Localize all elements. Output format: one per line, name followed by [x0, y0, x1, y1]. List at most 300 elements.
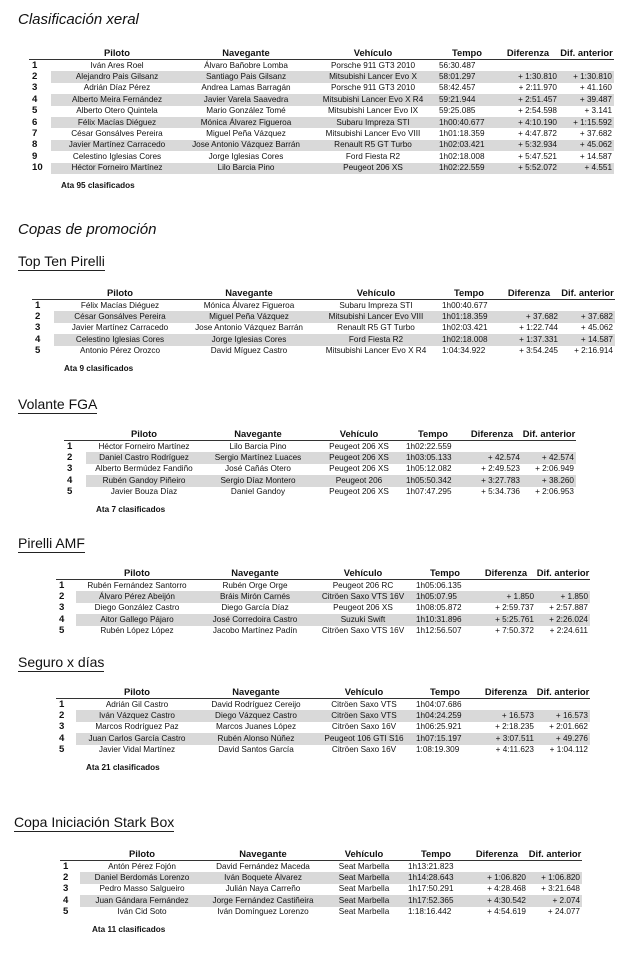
cell-piloto: Héctor Forneiro Martínez: [86, 441, 202, 453]
col-piloto: Piloto: [103, 46, 131, 58]
cell-dif-anterior: + 42.574: [522, 452, 576, 463]
cell-dif-anterior: + 1.850: [536, 591, 590, 602]
cell-position: 1: [32, 300, 54, 312]
cell-vehiculo: Peugeot 206 XS: [314, 464, 404, 475]
col-tempo: Tempo: [451, 46, 483, 58]
cell-vehiculo: Renault R5 GT Turbo: [312, 323, 440, 334]
cell-diferenza: + 2:59.737: [476, 603, 536, 614]
col-position: [32, 285, 54, 300]
cell-tempo: 58:01.297: [437, 71, 497, 82]
table-header-row: [29, 45, 614, 60]
cell-navegante: Jorge Fernández Castiñeira: [204, 895, 322, 906]
col-position: [60, 846, 80, 861]
cell-diferenza: + 4:54.619: [466, 907, 528, 918]
col-position: [29, 45, 51, 60]
cell-position: 3: [56, 603, 76, 614]
cell-piloto: Antonio Pérez Orozco: [54, 346, 186, 357]
col-tempo: Tempo: [429, 685, 461, 697]
col-navegante: Navegante: [231, 566, 279, 578]
cell-diferenza: + 1:37.331: [498, 334, 560, 345]
cell-position: 4: [32, 334, 54, 345]
col-diferenza: Diferenza: [506, 46, 550, 58]
col-position: [64, 426, 86, 441]
cell-dif-anterior: [536, 699, 590, 711]
cell-piloto: Adrián Gil Castro: [76, 699, 198, 711]
cell-piloto: Félix Macías Diéguez: [54, 300, 186, 312]
cell-position: 3: [32, 323, 54, 334]
table-row: [64, 452, 576, 463]
classified-count: Ata 9 clasificados: [64, 363, 134, 373]
cell-position: 5: [64, 487, 86, 498]
cell-vehiculo: Citröen Saxo 16V: [314, 722, 414, 733]
table-row: [56, 722, 590, 733]
cell-tempo: 1h08:05.872: [414, 603, 476, 614]
cell-navegante: Sergio Martínez Luaces: [202, 452, 314, 463]
table-row: [32, 323, 615, 334]
cell-vehiculo: Citröen Saxo 16V: [314, 745, 414, 756]
cell-tempo: 1h06:25.921: [414, 722, 476, 733]
table-body: [56, 699, 590, 756]
cell-tempo: 1h07:47.295: [404, 487, 462, 498]
cell-diferenza: + 2:54.598: [497, 106, 559, 117]
cell-dif-anterior: + 2:16.914: [560, 346, 615, 357]
cell-position: 4: [56, 733, 76, 744]
cup-title-top-ten-pirelli: Top Ten Pirelli: [18, 253, 105, 269]
cell-navegante: Lilo Barcia Pino: [183, 163, 309, 174]
cell-vehiculo: Renault R5 GT Turbo: [309, 140, 437, 151]
cell-navegante: Andrea Lamas Barragán: [183, 83, 309, 94]
cell-position: 2: [29, 71, 51, 82]
cell-vehiculo: Seat Marbella: [322, 907, 406, 918]
cell-dif-anterior: + 16.573: [536, 710, 590, 721]
cell-dif-anterior: + 2:57.887: [536, 603, 590, 614]
cell-piloto: Javier Bouza Díaz: [86, 487, 202, 498]
cell-navegante: Jose Antonio Vázquez Barrán: [186, 323, 312, 334]
cell-piloto: Alberto Otero Quintela: [51, 106, 183, 117]
cell-tempo: 1h02:03.421: [437, 140, 497, 151]
cell-diferenza: + 37.682: [498, 311, 560, 322]
cell-position: 4: [60, 895, 80, 906]
cell-navegante: Iván Domínguez Lorenzo: [204, 907, 322, 918]
cell-piloto: Marcos Rodríguez Paz: [76, 722, 198, 733]
cell-position: 5: [56, 745, 76, 756]
cell-diferenza: + 5:32.934: [497, 140, 559, 151]
col-piloto: Piloto: [128, 847, 156, 859]
cell-piloto: Daniel Berdomás Lorenzo: [80, 872, 204, 883]
cell-navegante: Álvaro Bañobre Lomba: [183, 60, 309, 72]
cell-position: 3: [56, 722, 76, 733]
cell-vehiculo: Peugeot 206 XS: [312, 603, 414, 614]
cell-tempo: 1h02:22.559: [437, 163, 497, 174]
cell-dif-anterior: + 38.260: [522, 475, 576, 486]
cell-piloto: Daniel Castro Rodríguez: [86, 452, 202, 463]
cup-title-pirelli-amf: Pirelli AMF: [18, 535, 85, 551]
table-header-row: [56, 565, 590, 580]
cell-navegante: Miguel Peña Vázquez: [183, 128, 309, 139]
cell-diferenza: [498, 300, 560, 312]
cell-dif-anterior: [528, 861, 582, 873]
table-body: [60, 861, 582, 918]
col-navegante: Navegante: [222, 46, 270, 58]
cell-position: 5: [32, 346, 54, 357]
cup-results-table: [64, 426, 576, 498]
table-row: [60, 861, 582, 873]
cell-vehiculo: Peugeot 206 XS: [309, 163, 437, 174]
col-dif-anterior: Dif. anterior: [561, 286, 614, 298]
cell-position: 4: [29, 94, 51, 105]
cell-piloto: Celestino Iglesias Cores: [51, 151, 183, 162]
cell-dif-anterior: [522, 441, 576, 453]
cell-dif-anterior: + 1:30.810: [559, 71, 614, 82]
cell-navegante: Javier Varela Saavedra: [183, 94, 309, 105]
table-header-row: [32, 285, 615, 300]
cell-navegante: Mónica Álvarez Figueroa: [183, 117, 309, 128]
page-title: Clasificación xeral: [18, 11, 139, 28]
cell-vehiculo: Peugeot 206 XS: [314, 441, 404, 453]
cell-diferenza: + 16.573: [476, 710, 536, 721]
promo-title: Copas de promoción: [18, 221, 157, 238]
cell-diferenza: + 1:30.810: [497, 71, 559, 82]
col-tempo: Tempo: [420, 847, 452, 859]
cell-tempo: 1h05:07.95: [414, 591, 476, 602]
cell-diferenza: + 1.850: [476, 591, 536, 602]
cell-vehiculo: Seat Marbella: [322, 861, 406, 873]
cell-navegante: David Fernández Maceda: [204, 861, 322, 873]
cell-position: 3: [60, 884, 80, 895]
cell-vehiculo: Peugeot 206 RC: [312, 580, 414, 592]
table-row: [56, 626, 590, 637]
cell-vehiculo: Porsche 911 GT3 2010: [309, 60, 437, 72]
col-diferenza: Diferenza: [484, 685, 528, 697]
cell-position: 5: [56, 626, 76, 637]
cell-vehiculo: Peugeot 206: [314, 475, 404, 486]
cell-navegante: Daniel Gandoy: [202, 487, 314, 498]
cell-diferenza: + 5:34.736: [462, 487, 522, 498]
cell-tempo: 1:08:19.309: [414, 745, 476, 756]
cell-piloto: Iván Vázquez Castro: [76, 710, 198, 721]
cell-piloto: Rubén López López: [76, 626, 198, 637]
cell-diferenza: + 5:52.072: [497, 163, 559, 174]
cup-seguro-x-dias: [56, 684, 590, 772]
cell-diferenza: + 4:47.872: [497, 128, 559, 139]
table-row: [29, 60, 614, 72]
cell-navegante: José Corredoira Castro: [198, 614, 312, 625]
cell-navegante: David Míguez Castro: [186, 346, 312, 357]
cell-diferenza: + 4:11.623: [476, 745, 536, 756]
col-position: [56, 565, 76, 580]
table-row: [56, 745, 590, 756]
cell-diferenza: + 4:28.468: [466, 884, 528, 895]
col-piloto: Piloto: [130, 427, 158, 439]
cell-navegante: Mónica Álvarez Figueroa: [186, 300, 312, 312]
cell-vehiculo: Citröen Saxo VTS: [314, 710, 414, 721]
col-diferenza: Diferenza: [484, 566, 528, 578]
classified-count: Ata 21 clasificados: [86, 762, 160, 772]
general-classification: [29, 45, 614, 190]
cell-position: 5: [29, 106, 51, 117]
cell-position: 2: [60, 872, 80, 883]
col-navegante: Navegante: [234, 427, 282, 439]
cell-diferenza: + 1:22.744: [498, 323, 560, 334]
col-position: [56, 684, 76, 699]
cell-tempo: 58:42.457: [437, 83, 497, 94]
cell-navegante: Miguel Peña Vázquez: [186, 311, 312, 322]
cell-tempo: 56:30.487: [437, 60, 497, 72]
cell-diferenza: + 5:47.521: [497, 151, 559, 162]
cell-vehiculo: Ford Fiesta R2: [309, 151, 437, 162]
cell-dif-anterior: + 2:06.953: [522, 487, 576, 498]
cell-piloto: Juan Gándara Fernández: [80, 895, 204, 906]
cell-navegante: José Cañás Otero: [202, 464, 314, 475]
cell-tempo: 1h02:03.421: [440, 323, 498, 334]
cell-dif-anterior: [559, 60, 614, 72]
cell-navegante: Rubén Orge Orge: [198, 580, 312, 592]
cell-piloto: Alberto Meira Fernández: [51, 94, 183, 105]
cell-vehiculo: Citröen Saxo VTS: [314, 699, 414, 711]
cell-diferenza: + 2:11.970: [497, 83, 559, 94]
classified-count: Ata 11 clasificados: [92, 924, 166, 934]
cell-vehiculo: Mitsubishi Lancer Evo IX: [309, 106, 437, 117]
cell-piloto: Adrián Díaz Pérez: [51, 83, 183, 94]
cup-results-table: [56, 684, 590, 756]
col-vehiculo: Vehículo: [356, 286, 396, 298]
cell-position: 6: [29, 117, 51, 128]
cell-tempo: 1h12:56.507: [414, 626, 476, 637]
cell-diferenza: + 3:07.511: [476, 733, 536, 744]
cell-piloto: Rubén Gandoy Piñeiro: [86, 475, 202, 486]
col-diferenza: Diferenza: [475, 847, 519, 859]
cell-position: 2: [64, 452, 86, 463]
table-row: [64, 441, 576, 453]
cell-vehiculo: Subaru Impreza STI: [312, 300, 440, 312]
cell-position: 9: [29, 151, 51, 162]
table-row: [56, 733, 590, 744]
cell-dif-anterior: + 1:15.592: [559, 117, 614, 128]
cell-diferenza: + 5:25.761: [476, 614, 536, 625]
cell-piloto: César Gonsálves Pereira: [51, 128, 183, 139]
table-row: [56, 603, 590, 614]
cell-position: 1: [56, 699, 76, 711]
cell-position: 3: [64, 464, 86, 475]
cup-title-copa-iniciacion-stark-box: Copa Iniciación Stark Box: [14, 814, 175, 830]
cell-dif-anterior: + 37.682: [559, 128, 614, 139]
table-row: [29, 151, 614, 162]
cell-piloto: Pedro Masso Salgueiro: [80, 884, 204, 895]
cell-tempo: 1h00:40.677: [437, 117, 497, 128]
cell-vehiculo: Seat Marbella: [322, 895, 406, 906]
cell-tempo: 1h05:06.135: [414, 580, 476, 592]
cell-position: 2: [56, 591, 76, 602]
table-row: [32, 346, 615, 357]
cell-tempo: 59:25.085: [437, 106, 497, 117]
cell-diferenza: + 3:27.783: [462, 475, 522, 486]
cell-navegante: Julián Naya Carreño: [204, 884, 322, 895]
cell-dif-anterior: + 45.062: [559, 140, 614, 151]
cell-diferenza: + 2:51.457: [497, 94, 559, 105]
cell-dif-anterior: + 2:24.611: [536, 626, 590, 637]
col-tempo: Tempo: [417, 427, 449, 439]
cell-tempo: 1h07:15.197: [414, 733, 476, 744]
cell-diferenza: + 2:18.235: [476, 722, 536, 733]
cell-dif-anterior: + 49.276: [536, 733, 590, 744]
cell-navegante: Jacobo Martínez Padín: [198, 626, 312, 637]
cup-title-volante-fga: Volante FGA: [18, 396, 98, 412]
cell-vehiculo: Subaru Impreza STI: [309, 117, 437, 128]
cell-dif-anterior: + 1:04.112: [536, 745, 590, 756]
table-body: [64, 441, 576, 498]
cup-copa-iniciacion-stark-box: [60, 846, 582, 934]
table-header-row: [64, 426, 576, 441]
cell-vehiculo: Peugeot 206 XS: [314, 487, 404, 498]
cell-dif-anterior: + 2:26.024: [536, 614, 590, 625]
cell-navegante: Santiago Pais Gilsanz: [183, 71, 309, 82]
table-row: [29, 163, 614, 174]
cell-dif-anterior: + 4.551: [559, 163, 614, 174]
cell-position: 7: [29, 128, 51, 139]
cell-vehiculo: Peugeot 106 GTI S16: [314, 733, 414, 744]
cell-piloto: Javier Vidal Martínez: [76, 745, 198, 756]
col-vehiculo: Vehículo: [344, 847, 384, 859]
cup-results-table: [32, 285, 615, 357]
cell-vehiculo: Seat Marbella: [322, 884, 406, 895]
cell-diferenza: + 2:49.523: [462, 464, 522, 475]
cell-dif-anterior: [560, 300, 615, 312]
table-row: [60, 895, 582, 906]
table-row: [29, 128, 614, 139]
cell-piloto: Iván Ares Roel: [51, 60, 183, 72]
table-body: [32, 300, 615, 357]
col-navegante: Navegante: [239, 847, 287, 859]
cell-position: 1: [56, 580, 76, 592]
cell-position: 5: [60, 907, 80, 918]
cell-tempo: 1h02:18.008: [440, 334, 498, 345]
cell-dif-anterior: + 3:21.648: [528, 884, 582, 895]
cell-dif-anterior: + 1:06.820: [528, 872, 582, 883]
cell-tempo: 1h17:50.291: [406, 884, 466, 895]
cell-tempo: 1h17:52.365: [406, 895, 466, 906]
cell-vehiculo: Peugeot 206 XS: [314, 452, 404, 463]
cell-position: 4: [64, 475, 86, 486]
cell-dif-anterior: + 2:01.662: [536, 722, 590, 733]
cell-position: 4: [56, 614, 76, 625]
cell-dif-anterior: + 14.587: [559, 151, 614, 162]
cell-position: 1: [60, 861, 80, 873]
col-navegante: Navegante: [225, 286, 273, 298]
cell-tempo: 1h04:24.259: [414, 710, 476, 721]
cell-tempo: 1h05:12.082: [404, 464, 462, 475]
col-diferenza: Diferenza: [470, 427, 514, 439]
cell-dif-anterior: + 45.062: [560, 323, 615, 334]
cell-vehiculo: Mitsubishi Lancer Evo VIII: [309, 128, 437, 139]
cell-navegante: Jose Antonio Vázquez Barrán: [183, 140, 309, 151]
table-row: [29, 71, 614, 82]
table-row: [32, 311, 615, 322]
table-row: [29, 83, 614, 94]
table-row: [64, 464, 576, 475]
cell-tempo: 1h05:50.342: [404, 475, 462, 486]
table-row: [60, 907, 582, 918]
cell-vehiculo: Porsche 911 GT3 2010: [309, 83, 437, 94]
cell-dif-anterior: + 24.077: [528, 907, 582, 918]
table-row: [56, 591, 590, 602]
table-row: [60, 884, 582, 895]
cell-diferenza: + 7:50.372: [476, 626, 536, 637]
cell-tempo: 1h00:40.677: [440, 300, 498, 312]
cup-title-seguro-x-dias: Seguro x días: [18, 654, 105, 670]
col-piloto: Piloto: [106, 286, 134, 298]
cell-piloto: Félix Macías Diéguez: [51, 117, 183, 128]
cell-tempo: 1h13:21.823: [406, 861, 466, 873]
col-vehiculo: Vehículo: [343, 566, 383, 578]
table-row: [29, 94, 614, 105]
cell-tempo: 1h01:18.359: [437, 128, 497, 139]
cup-volante-fga: [64, 426, 576, 514]
cell-navegante: David Santos García: [198, 745, 314, 756]
cell-tempo: 1h01:18.359: [440, 311, 498, 322]
cup-pirelli-amf: [56, 565, 590, 637]
table-row: [29, 140, 614, 151]
cell-diferenza: + 4:30.542: [466, 895, 528, 906]
cell-tempo: 1h04:07.686: [414, 699, 476, 711]
table-row: [32, 300, 615, 312]
cell-vehiculo: Mitsubishi Lancer Evo X: [309, 71, 437, 82]
cell-navegante: Rubén Alonso Núñez: [198, 733, 314, 744]
table-row: [64, 487, 576, 498]
classified-count: Ata 95 clasificados: [61, 180, 135, 190]
cell-vehiculo: Mitsubishi Lancer Evo VIII: [312, 311, 440, 322]
cup-top-ten-pirelli: [32, 285, 615, 373]
cell-diferenza: [497, 60, 559, 72]
cell-diferenza: [466, 861, 528, 873]
cell-piloto: Celestino Iglesias Cores: [54, 334, 186, 345]
cell-tempo: 59:21.944: [437, 94, 497, 105]
general-results-table: [29, 45, 614, 174]
cell-tempo: 1h02:22.559: [404, 441, 462, 453]
cell-vehiculo: Mitsubishi Lancer Evo X R4: [309, 94, 437, 105]
cell-navegante: Marcos Juanes López: [198, 722, 314, 733]
cell-piloto: Álvaro Pérez Abeijón: [76, 591, 198, 602]
table-row: [56, 699, 590, 711]
cell-piloto: Javier Martínez Carracedo: [51, 140, 183, 151]
cell-position: 1: [64, 441, 86, 453]
col-dif-anterior: Dif. anterior: [536, 685, 590, 697]
cell-dif-anterior: + 14.587: [560, 334, 615, 345]
col-vehiculo: Vehículo: [353, 46, 393, 58]
cell-diferenza: + 3:54.245: [498, 346, 560, 357]
table-row: [29, 117, 614, 128]
cell-navegante: Diego Vázquez Castro: [198, 710, 314, 721]
cell-piloto: Iván Cid Soto: [80, 907, 204, 918]
col-piloto: Piloto: [123, 685, 151, 697]
cell-piloto: Antón Pérez Fojón: [80, 861, 204, 873]
col-dif-anterior: Dif. anterior: [536, 566, 590, 578]
cell-piloto: Héctor Forneiro Martínez: [51, 163, 183, 174]
cell-position: 8: [29, 140, 51, 151]
cell-position: 3: [29, 83, 51, 94]
cell-diferenza: + 4:10.190: [497, 117, 559, 128]
cell-diferenza: [476, 699, 536, 711]
cell-piloto: Rubén Fernández Santorro: [76, 580, 198, 592]
cell-piloto: César Gonsálves Pereira: [54, 311, 186, 322]
cell-piloto: Alberto Bermúdez Fandiño: [86, 464, 202, 475]
cell-navegante: Iván Boquete Álvarez: [204, 872, 322, 883]
cell-vehiculo: Citröen Saxo VTS 16V: [312, 626, 414, 637]
cell-navegante: Lilo Barcia Pino: [202, 441, 314, 453]
cell-vehiculo: Citröen Saxo VTS 16V: [312, 591, 414, 602]
cell-navegante: Sergio Díaz Montero: [202, 475, 314, 486]
col-dif-anterior: Dif. anterior: [528, 847, 582, 859]
cell-piloto: Juan Carlos García Castro: [76, 733, 198, 744]
